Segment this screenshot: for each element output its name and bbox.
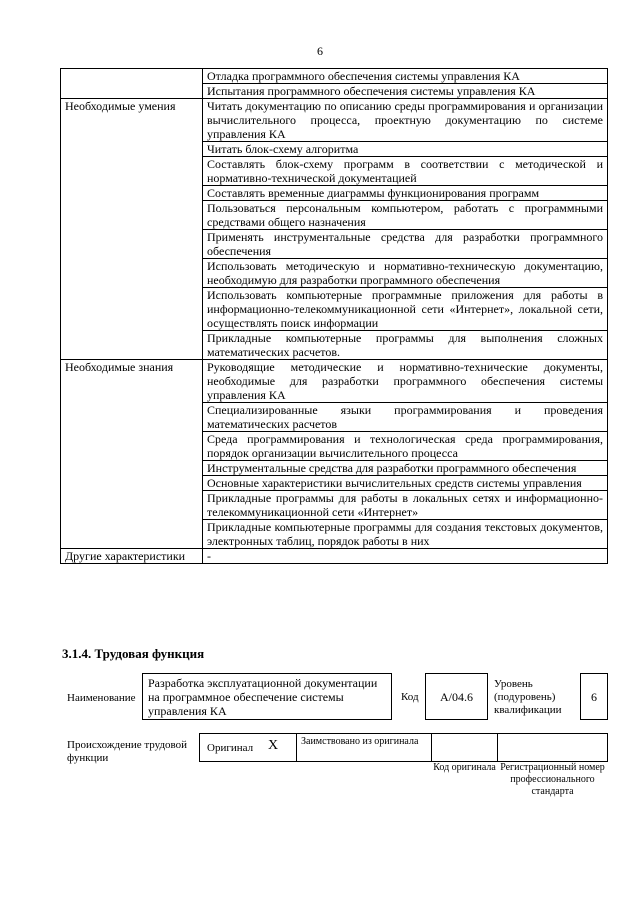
level-label: Уровень (подуровень) квалификации (494, 678, 562, 716)
reg-number-label: Регистрационный номер профессионального стандарта (500, 762, 605, 797)
reg-number-box (497, 733, 608, 762)
code-original-label: Код оригинала (433, 762, 496, 773)
code-label: Код (401, 691, 419, 703)
row-value: Прикладные компьютерные программы для создания текстовых документов, электронных таблиц, порядок работы в них (203, 520, 608, 549)
row-label (61, 69, 203, 99)
row-label: Другие характеристики (61, 549, 203, 564)
row-value: Применять инструментальные средства для разработки программного обеспечения (203, 230, 608, 259)
level-value: 6 (591, 690, 597, 704)
level-box (580, 673, 608, 720)
original-mark: X (268, 738, 279, 753)
row-value: - (203, 549, 608, 564)
page-number: 6 (317, 44, 323, 58)
row-value: Читать документацию по описанию среды программирования и организации вычислительного процесса, проектную документацию по системе управления КА (203, 99, 608, 142)
row-value: Специализированные языки программирования и проведения математических расчетов (203, 403, 608, 432)
original-label: Оригинал (207, 742, 254, 754)
row-value: Инструментальные средства для разработки программного обеспечения (203, 461, 608, 476)
code-box (425, 673, 488, 720)
row-value: Использовать методическую и нормативно-техническую документацию, необходимую для разработки программного обеспечения (203, 259, 608, 288)
row-value: Руководящие методические и нормативно-технические документы, необходимые для разработки программного обеспечения системы управления КА (203, 360, 608, 403)
original-box (199, 733, 297, 762)
row-value: Использовать компьютерные программные приложения для работы в информационно-телекоммуникационной сети «Интернет», локальной сети, осуществлять поиск информации (203, 288, 608, 331)
row-value: Составлять блок-схему программ в соответствии с методической и нормативно-технической документацией (203, 157, 608, 186)
row-label: Необходимые умения (61, 99, 203, 360)
row-value: Среда программирования и технологическая среда программирования, порядок организации вычислительного процесса (203, 432, 608, 461)
function-name-box (142, 673, 392, 720)
row-label: Необходимые знания (61, 360, 203, 549)
borrowed-label: Заимствовано из оригинала (301, 736, 419, 747)
origin-label: Происхождение трудовой функции (67, 739, 188, 764)
borrowed-box (296, 733, 432, 762)
knowledge-row (61, 360, 608, 403)
row-value: Прикладные программы для работы в локальных сетях и информационно-телекоммуникационной сети «Интернет» (203, 491, 608, 520)
row-value: Основные характеристики вычислительных средств системы управления (203, 476, 608, 491)
code-original-box (431, 733, 498, 762)
skill-row (61, 99, 608, 142)
name-label: Наименование (67, 692, 136, 704)
continuation-row (61, 69, 608, 84)
row-value: Читать блок-схему алгоритма (203, 142, 608, 157)
code-value: A/04.6 (440, 690, 473, 704)
row-value: Отладка программного обеспечения системы управления КА (203, 69, 608, 84)
section-title: 3.1.4. Трудовая функция (62, 646, 205, 661)
other-row (61, 549, 608, 564)
row-value: Составлять временные диаграммы функционирования программ (203, 186, 608, 201)
requirements-table (60, 68, 608, 564)
row-value: Прикладные компьютерные программы для выполнения сложных математических расчетов. (203, 331, 608, 360)
function-name-value: Разработка эксплуатационной документации на программное обеспечение системы управления КА (148, 676, 378, 718)
row-value: Пользоваться персональным компьютером, работать с программными средствами общего назначения (203, 201, 608, 230)
row-value: Испытания программного обеспечения системы управления КА (203, 84, 608, 99)
